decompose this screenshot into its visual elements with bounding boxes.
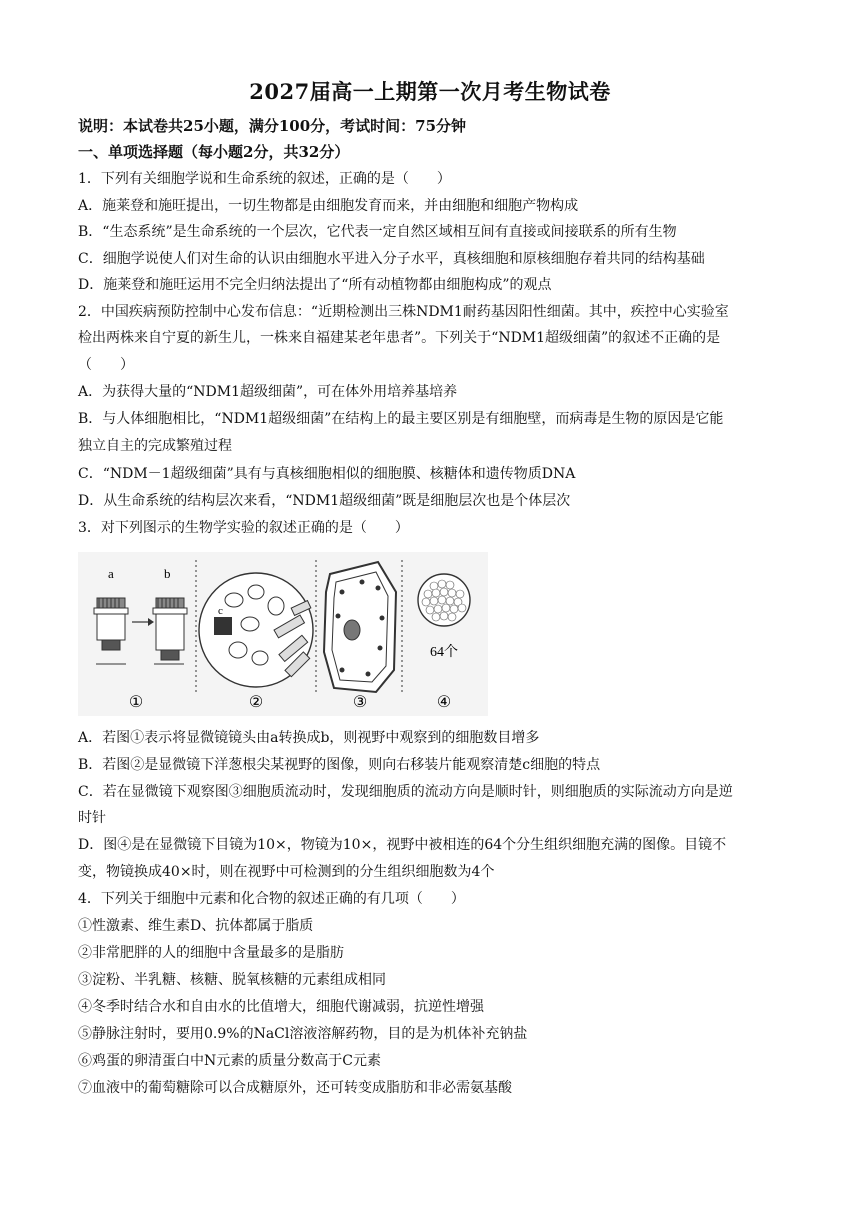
question-2-option-b: B．与人体细胞相比，“NDM1超级细菌”在结构上的最主要区别是有细胞壁，而病毒是生物的原因是它能 bbox=[78, 411, 724, 427]
question-4-stem: 4．下列关于细胞中元素和化合物的叙述正确的有几项（ ） bbox=[78, 891, 465, 907]
exam-instructions: 说明：本试卷共25小题，满分100分，考试时间：75分钟 bbox=[78, 117, 467, 135]
question-2-option-d: D．从生命系统的结构层次来看，“NDM1超级细菌”既是细胞层次也是个体层次 bbox=[78, 493, 571, 509]
question-1-option-d: D．施莱登和施旺运用不完全归纳法提出了“所有动植物都由细胞构成”的观点 bbox=[78, 277, 552, 293]
question-4-item-3: ③淀粉、半乳糖、核糖、脱氧核糖的元素组成相同 bbox=[78, 972, 386, 988]
cell-c-marker bbox=[214, 617, 232, 635]
microscope-figure bbox=[78, 552, 488, 716]
label-a: a bbox=[108, 566, 114, 581]
question-1-option-a: A．施莱登和施旺提出，一切生物都是由细胞发育而来，并由细胞和细胞产物构成 bbox=[78, 198, 579, 214]
question-4-item-6: ⑥鸡蛋的卵清蛋白中N元素的质量分数高于C元素 bbox=[78, 1053, 381, 1069]
question-3-stem: 3．对下列图示的生物学实验的叙述正确的是（ ） bbox=[78, 520, 409, 536]
panel-label-3: ③ bbox=[352, 694, 368, 711]
question-2-stem-line-1: 2．中国疾病预防控制中心发布信息：“近期检测出三株NDM1耐药基因阳性细菌。其中，疾控中心实验室 bbox=[78, 304, 729, 320]
panel-label-4: ④ bbox=[436, 694, 452, 711]
label-c: c bbox=[218, 605, 223, 617]
question-3-option-b: B．若图②是显微镜下洋葱根尖某视野的图像，则向右移装片能观察清楚c细胞的特点 bbox=[78, 757, 601, 773]
question-3-option-c-cont: 时针 bbox=[78, 810, 106, 826]
section-heading: 一、单项选择题（每小题2分，共32分） bbox=[78, 143, 350, 161]
question-2-stem-line-2: 检出两株来自宁夏的新生儿，一株来自福建某老年患者”。下列关于“NDM1超级细菌”的叙述不正确的是 bbox=[78, 330, 721, 346]
question-1-option-b: B．“生态系统”是生命系统的一个层次，它代表一定自然区域相互间有直接或间接联系的所有生物 bbox=[78, 224, 677, 240]
question-4-item-2: ②非常肥胖的人的细胞中含量最多的是脂肪 bbox=[78, 945, 344, 961]
question-3-option-c: C．若在显微镜下观察图③细胞质流动时，发现细胞质的流动方向是顺时针，则细胞质的实际流动方向是逆 bbox=[78, 784, 733, 800]
question-2-option-a: A．为获得大量的“NDM1超级细菌”，可在体外用培养基培养 bbox=[78, 384, 458, 400]
question-2-option-c: C．“NDM－1超级细菌”具有与真核细胞相似的细胞膜、核糖体和遗传物质DNA bbox=[78, 466, 576, 482]
question-3-option-a: A．若图①表示将显微镜镜头由a转换成b，则视野中观察到的细胞数目增多 bbox=[78, 730, 540, 746]
question-4-item-7: ⑦血液中的葡萄糖除可以合成糖原外，还可转变成脂肪和非必需氨基酸 bbox=[78, 1080, 512, 1096]
question-4-item-5: ⑤静脉注射时，要用0.9%的NaCl溶液溶解药物，目的是为机体补充钠盐 bbox=[78, 1026, 528, 1042]
panel-label-2: ② bbox=[248, 694, 264, 711]
question-4-item-1: ①性激素、维生素D、抗体都属于脂质 bbox=[78, 918, 314, 934]
cell-count-label: 64个 bbox=[430, 645, 458, 660]
question-4-item-4: ④冬季时结合水和自由水的比值增大，细胞代谢减弱，抗逆性增强 bbox=[78, 999, 484, 1015]
question-2-option-b-cont: 独立自主的完成繁殖过程 bbox=[78, 438, 232, 454]
label-b: b bbox=[164, 566, 171, 581]
question-3-option-d: D．图④是在显微镜下目镜为10×，物镜为10×，视野中被相连的64个分生组织细胞充满的图像。目镜不 bbox=[78, 837, 727, 853]
nucleus bbox=[344, 620, 360, 640]
exam-title: 2027届高一上期第一次月考生物试卷 bbox=[249, 79, 611, 104]
question-2-stem-line-3: （ ） bbox=[78, 357, 134, 373]
panel-label-1: ① bbox=[128, 694, 144, 711]
question-3-option-d-cont: 变，物镜换成40×时，则在视野中可检测到的分生组织细胞数为4个 bbox=[78, 864, 495, 880]
question-1-option-c: C．细胞学说使人们对生命的认识由细胞水平进入分子水平，真核细胞和原核细胞存着共同的结构基础 bbox=[78, 251, 705, 267]
question-1-stem: 1．下列有关细胞学说和生命系统的叙述，正确的是（ ） bbox=[78, 171, 451, 187]
